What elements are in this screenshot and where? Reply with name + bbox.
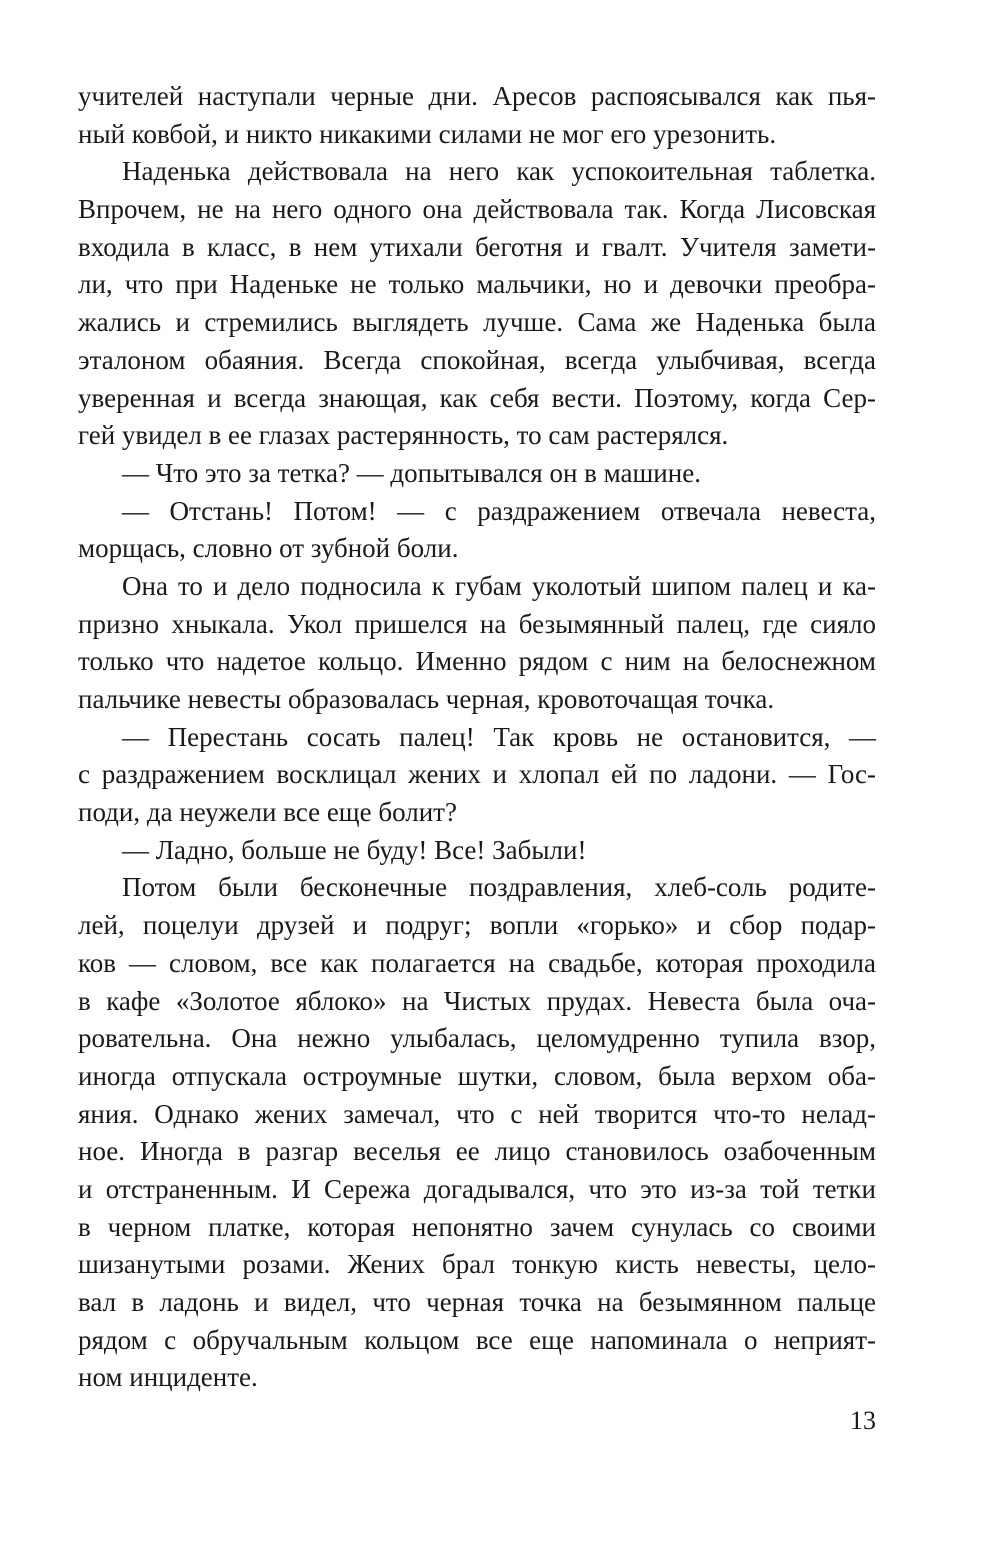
text-line: ровательна. Она нежно улыбалась, целомудренно тупила взор,	[78, 1023, 876, 1054]
text-line: ли, что при Наденьке не только мальчики, но и девочки преобра-	[78, 269, 876, 300]
text-line: эталоном обаяния. Всегда спокойная, всегда улыбчивая, всегда	[78, 344, 876, 375]
text-line: морщась, словно от зубной боли.	[78, 533, 459, 564]
text-line: ков — словом, все как полагается на свадьбе, которая проходила	[78, 947, 876, 978]
text-line: ный ковбой, и никто никакими силами не мог его урезонить.	[78, 118, 777, 149]
text-line: в черном платке, которая непонятно зачем сунулась со своими	[78, 1211, 876, 1242]
text-line: входила в класс, в нем утихали беготня и гвалт. Учителя замети-	[78, 231, 876, 262]
text-line: рядом с обручальным кольцом все еще напоминала о неприят-	[78, 1324, 876, 1355]
text-line: лей, поцелуи друзей и подруг; вопли «горько» и сбор подар-	[78, 910, 876, 941]
text-line: Впрочем, не на него одного она действовала так. Когда Лисовская	[78, 194, 876, 225]
text-line: учителей наступали черные дни. Аресов распоясывался как пья-	[78, 81, 876, 111]
text-line: — Перестань сосать палец! Так кровь не остановится, —	[122, 721, 876, 752]
text-line: — Ладно, больше не буду! Все! Забыли!	[122, 834, 587, 865]
text-line: Наденька действовала на него как успокоительная таблетка.	[122, 156, 876, 187]
text-line: ное. Иногда в разгар веселья ее лицо становилось озабоченным	[78, 1136, 876, 1167]
text-line: только что надетое кольцо. Именно рядом с ним на белоснежном	[78, 646, 876, 677]
body-text	[78, 78, 876, 1397]
page-number: 13	[850, 1406, 876, 1435]
text-line: поди, да неужели все еще болит?	[78, 797, 457, 828]
text-line: в кафе «Золотое яблоко» на Чистых прудах. Невеста была оча-	[78, 985, 876, 1016]
text-line: жались и стремились выглядеть лучше. Сама же Наденька была	[78, 307, 876, 338]
text-line: и отстраненным. И Сережа догадывался, что это из-за той тетки	[78, 1173, 876, 1204]
text-line: гей увидел в ее глазах растерянность, то сам растерялся.	[78, 420, 729, 451]
text-line: шизанутыми розами. Жених брал тонкую кисть невесты, цело-	[78, 1249, 876, 1280]
text-line: иногда отпускала остроумные шутки, словом, была верхом оба-	[78, 1060, 876, 1091]
text-line: — Отстань! Потом! — с раздражением отвечала невеста,	[122, 495, 876, 526]
text-line: яния. Однако жених замечал, что с ней творится что-то нелад-	[78, 1098, 876, 1129]
text-line: ном инциденте.	[78, 1362, 258, 1393]
text-line: с раздражением восклицал жених и хлопал ей по ладони. — Гос-	[78, 759, 876, 790]
text-line: призно хныкала. Укол пришелся на безымянный палец, где сияло	[78, 608, 876, 639]
text-line: уверенная и всегда знающая, как себя вести. Поэтому, когда Сер-	[78, 382, 876, 413]
text-line: — Что это за тетка? — допытывался он в машине.	[122, 457, 701, 488]
text-line: вал в ладонь и видел, что черная точка на безымянном пальце	[78, 1287, 876, 1317]
text-line: пальчике невесты образовалась черная, кровоточащая точка.	[78, 684, 775, 714]
text-line: Потом были бесконечные поздравления, хлеб-соль родите-	[122, 872, 876, 903]
text-line: Она то и дело подносила к губам уколотый шипом палец и ка-	[122, 570, 876, 601]
